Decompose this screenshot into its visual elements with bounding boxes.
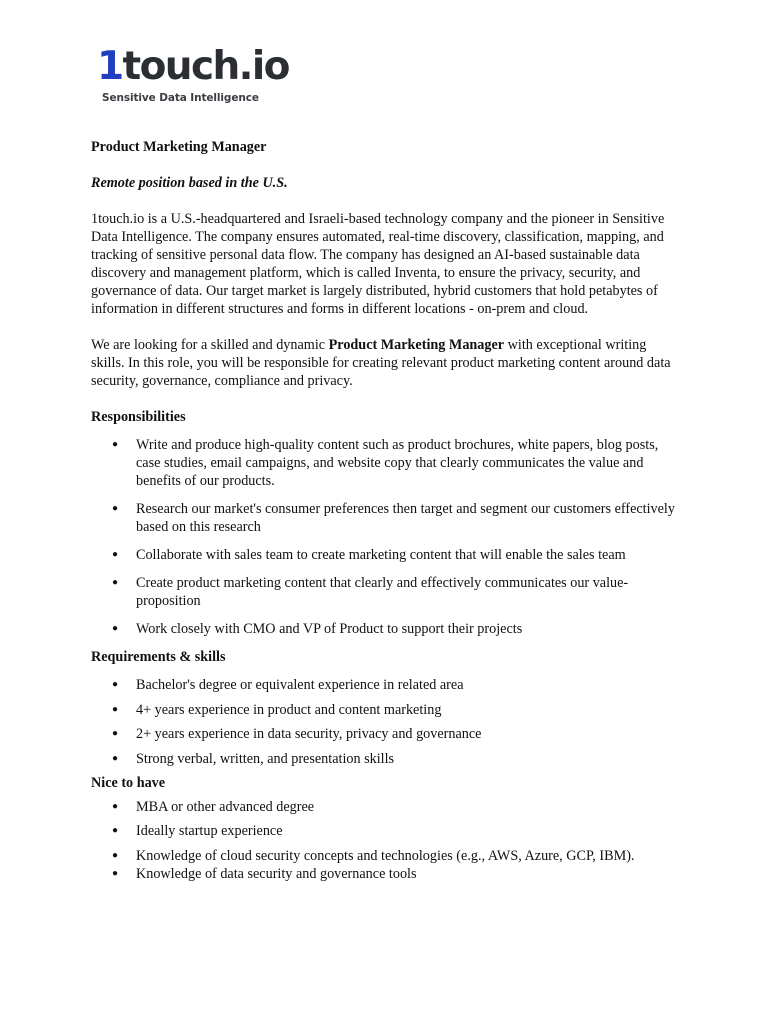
list-item: ● 2+ years experience in data security, privacy and governance <box>91 725 681 743</box>
role-summary-details: with exceptional writing skills. In this role, you will be responsible for creating relevant product marketing content around data security, governance, compliance and privacy. <box>91 337 671 389</box>
job-title: Product Marketing Manager <box>91 139 267 155</box>
company-logo <box>97 44 289 110</box>
list-item: ● Create product marketing content that clearly and effectively communicates our value-proposition <box>91 574 681 610</box>
job-location: Remote position based in the U.S. <box>91 175 288 191</box>
list-item: ● Write and produce high-quality content such as product brochures, white papers, blog posts, case studies, email campaigns, and website copy that clearly communicates the value and benefits of our products. <box>91 436 681 490</box>
logo-name: touch.io <box>122 44 289 89</box>
list-item: ● Knowledge of data security and governance tools <box>91 865 681 883</box>
role-summary-intro: We are looking for a skilled and dynamic <box>91 337 329 353</box>
nice-to-have-list <box>91 798 681 883</box>
responsibilities-heading: Responsibilities <box>91 409 186 425</box>
requirements-heading: Requirements & skills <box>91 649 226 665</box>
job-description <box>91 138 681 883</box>
role-summary-paragraph <box>91 336 681 390</box>
role-summary-title: Product Marketing Manager <box>328 337 505 353</box>
list-item: ● Bachelor's degree or equivalent experience in related area <box>91 676 681 694</box>
list-item: ● Ideally startup experience <box>91 822 681 840</box>
nice-to-have-heading: Nice to have <box>91 774 166 791</box>
list-item: ● Research our market's consumer preferences then target and segment our customers effectively based on this research <box>91 500 681 536</box>
list-item: ● Knowledge of cloud security concepts and technologies (e.g., AWS, Azure, GCP, IBM). <box>91 847 681 865</box>
list-item: ● MBA or other advanced degree <box>91 798 681 816</box>
list-item: ● Collaborate with sales team to create marketing content that will enable the sales team <box>91 546 681 564</box>
responsibilities-list <box>91 436 681 638</box>
company-about-paragraph: 1touch.io is a U.S.-headquartered and Israeli-based technology company and the pioneer in Sensitive Data Intelligence. The company ensures automated, real-time discovery, classification, mapping, and tracking of sensitive personal data flow. The company has designed an AI-based sustainable data discovery and management platform, which is called Inventa, to ensure the privacy, security, and governance of data. Our target market is largely distributed, hybrid customers that hold petabytes of information in different structures and forms in different locations - on-prem and cloud. <box>91 211 665 317</box>
list-item: ● Strong verbal, written, and presentation skills <box>91 750 681 768</box>
logo-wordmark <box>97 44 289 90</box>
logo-numeral: 1 <box>97 44 123 89</box>
logo-tagline: Sensitive Data Intelligence <box>102 92 259 104</box>
requirements-list <box>91 676 681 768</box>
list-item: ● 4+ years experience in product and content marketing <box>91 701 681 719</box>
list-item: ● Work closely with CMO and VP of Product to support their projects <box>91 620 681 638</box>
